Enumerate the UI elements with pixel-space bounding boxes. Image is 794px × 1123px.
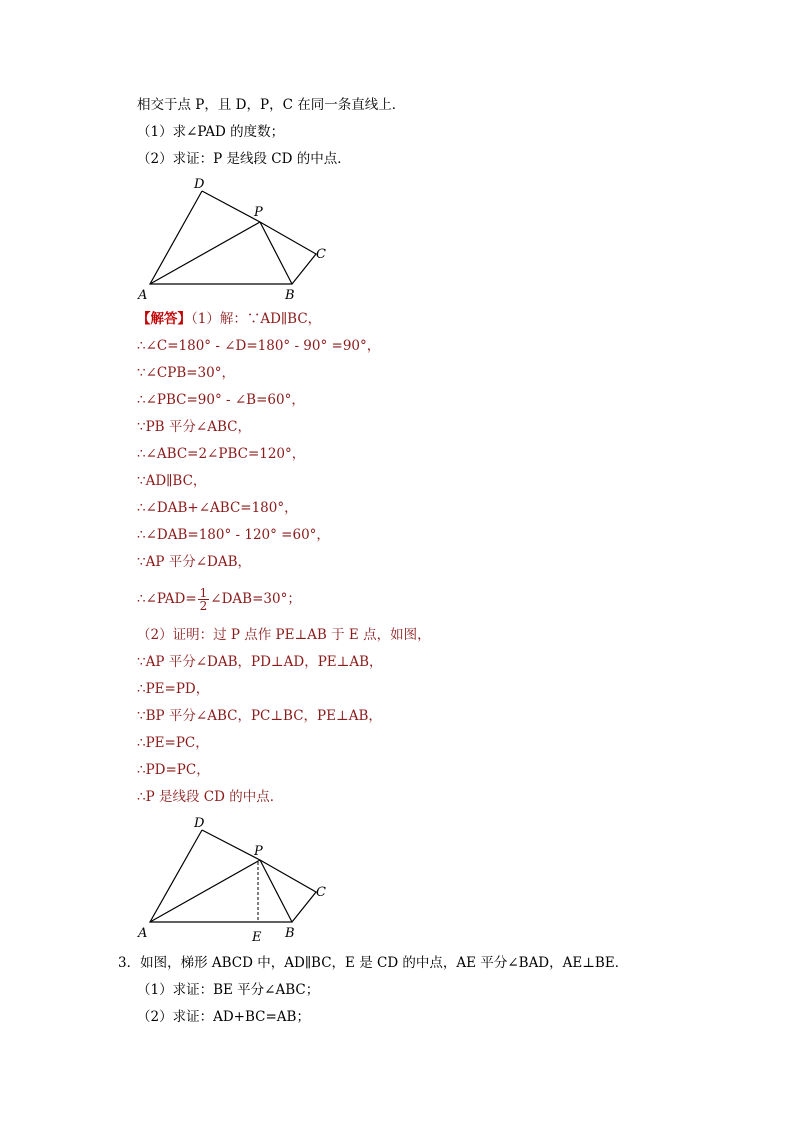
fraction-one-half: $\frac{1}{2}$: [199, 586, 208, 613]
solution-tag: 【解答】: [137, 311, 191, 327]
solution-line-4: ∴∠PBC=90° - ∠B=60°，: [137, 392, 305, 408]
solution-line-8: ∴∠DAB+∠ABC=180°，: [137, 500, 298, 516]
solution-line-1: 【解答】（1）解：∵AD∥BC，: [137, 311, 322, 327]
solution-line-5: ∵PB 平分∠ABC，: [137, 419, 251, 435]
problem3-stem: 3．如图，梯形 ABCD 中，AD∥BC，E 是 CD 的中点，AE 平分∠BAD，AE⊥BE．: [118, 955, 629, 971]
solution-line-9: ∴∠DAB=180° - 120° =60°，: [137, 527, 330, 543]
problem3-question-1: （1）求证：BE 平分∠ABC；: [137, 982, 320, 998]
label-P: P: [254, 205, 263, 220]
label-C: C: [316, 885, 326, 900]
figure-quadrilateral-1: [130, 172, 340, 307]
solution-line-15: ∵BP 平分∠ABC，PC⊥BC，PE⊥AB，: [137, 708, 382, 724]
solution-line-2: ∴∠C=180° - ∠D=180° - 90° =90°，: [137, 338, 381, 354]
solution-line-7: ∵AD∥BC，: [137, 473, 207, 489]
label-B: B: [285, 926, 295, 941]
figure-quadrilateral-2: [130, 810, 340, 950]
solution-line-16: ∴PE=PC，: [137, 735, 209, 751]
solution-line-11: ∴∠PAD= $\frac{1}{2}$ ∠DAB=30°；: [137, 586, 301, 613]
problem3-question-2: （2）求证：AD+BC=AB；: [137, 1009, 310, 1025]
label-D: D: [194, 177, 205, 192]
problem2-question-1: （1）求∠PAD 的度数；: [137, 124, 285, 140]
solution-line-10: ∵AP 平分∠DAB，: [137, 554, 252, 570]
label-A: A: [138, 288, 148, 303]
label-E: E: [252, 930, 262, 945]
label-P: P: [254, 844, 263, 859]
solution-line-3: ∵∠CPB=30°，: [137, 365, 235, 381]
solution-line-13: ∵AP 平分∠DAB，PD⊥AD，PE⊥AB，: [137, 654, 383, 670]
solution-line-12: （2）证明：过 P 点作 PE⊥AB 于 E 点，如图，: [137, 627, 431, 643]
label-A: A: [138, 926, 148, 941]
problem2-question-2: （2）求证：P 是线段 CD 的中点．: [137, 151, 351, 167]
label-B: B: [285, 288, 295, 303]
label-C: C: [316, 247, 326, 262]
solution-line-6: ∴∠ABC=2∠PBC=120°，: [137, 446, 306, 462]
solution-line-14: ∴PE=PD，: [137, 681, 210, 697]
label-D: D: [194, 816, 205, 831]
solution-line-18: ∴P 是线段 CD 的中点．: [137, 789, 284, 805]
problem2-intro: 相交于点 P，且 D，P，C 在同一条直线上．: [137, 97, 406, 113]
solution-line-17: ∴PD=PC，: [137, 762, 210, 778]
